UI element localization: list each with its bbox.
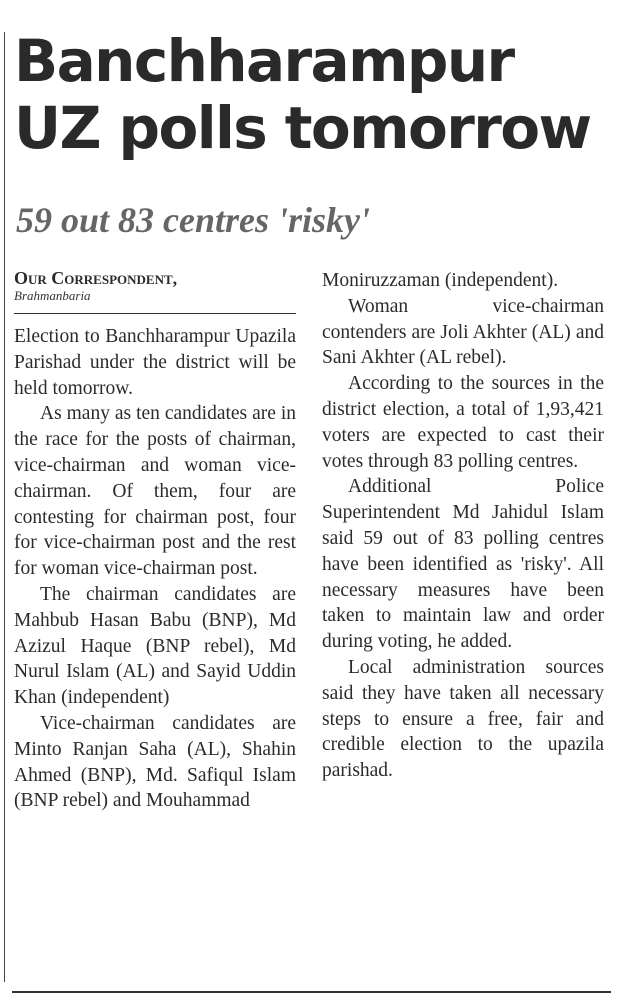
- paragraph: Election to Banchharampur Upazila Parishad under the district will be held tomorrow.: [14, 326, 296, 399]
- paragraph: The chairman candidates are Mahbub Hasan Babu (BNP), Md Azizul Haque (BNP rebel), Md Nurul Islam (AL) and Sayid Uddin Khan (independent): [14, 583, 296, 709]
- paragraph: Vice-chairman candidates are Minto Ranjan Saha (AL), Shahin Ahmed (BNP), Md. Safiqul Islam (BNP rebel) and Mouhammad: [14, 712, 296, 812]
- byline: [14, 268, 296, 314]
- paragraph: As many as ten candidates are in the race for the posts of chairman, vice-chairman and woman vice-chairman. Of them, four are contesting for chairman post, four for vice-chairman post and the rest for woman vice-chairman post.: [14, 403, 296, 580]
- paragraph: Local administration sources said they have taken all necessary steps to ensure a free, fair and credible election to the upazila parishad.: [322, 656, 604, 782]
- article-column-right: [322, 268, 604, 784]
- article-column-left: [14, 268, 296, 814]
- byline-name: Our Correspondent,: [14, 268, 178, 288]
- paragraph: Additional Police Superintendent Md Jahidul Islam said 59 out of 83 polling centres have been identified as 'risky'. All necessary measures have been taken to maintain law and order during voting, he added.: [322, 476, 604, 653]
- paragraph: Woman vice-chairman contenders are Joli Akhter (AL) and Sani Akhter (AL rebel).: [322, 295, 604, 369]
- column-rule-left: [4, 32, 5, 982]
- byline-place: Brahmanbaria: [14, 288, 91, 303]
- bottom-rule: [12, 991, 611, 993]
- headline: Banchharampur UZ polls tomorrow: [14, 27, 591, 162]
- paragraph-continuation: Moniruzzaman (independent).: [322, 270, 559, 291]
- paragraph: According to the sources in the district election, a total of 1,93,421 voters are expected to cast their votes through 83 polling centres.: [322, 373, 604, 472]
- subheadline: 59 out 83 centres 'risky': [16, 200, 371, 240]
